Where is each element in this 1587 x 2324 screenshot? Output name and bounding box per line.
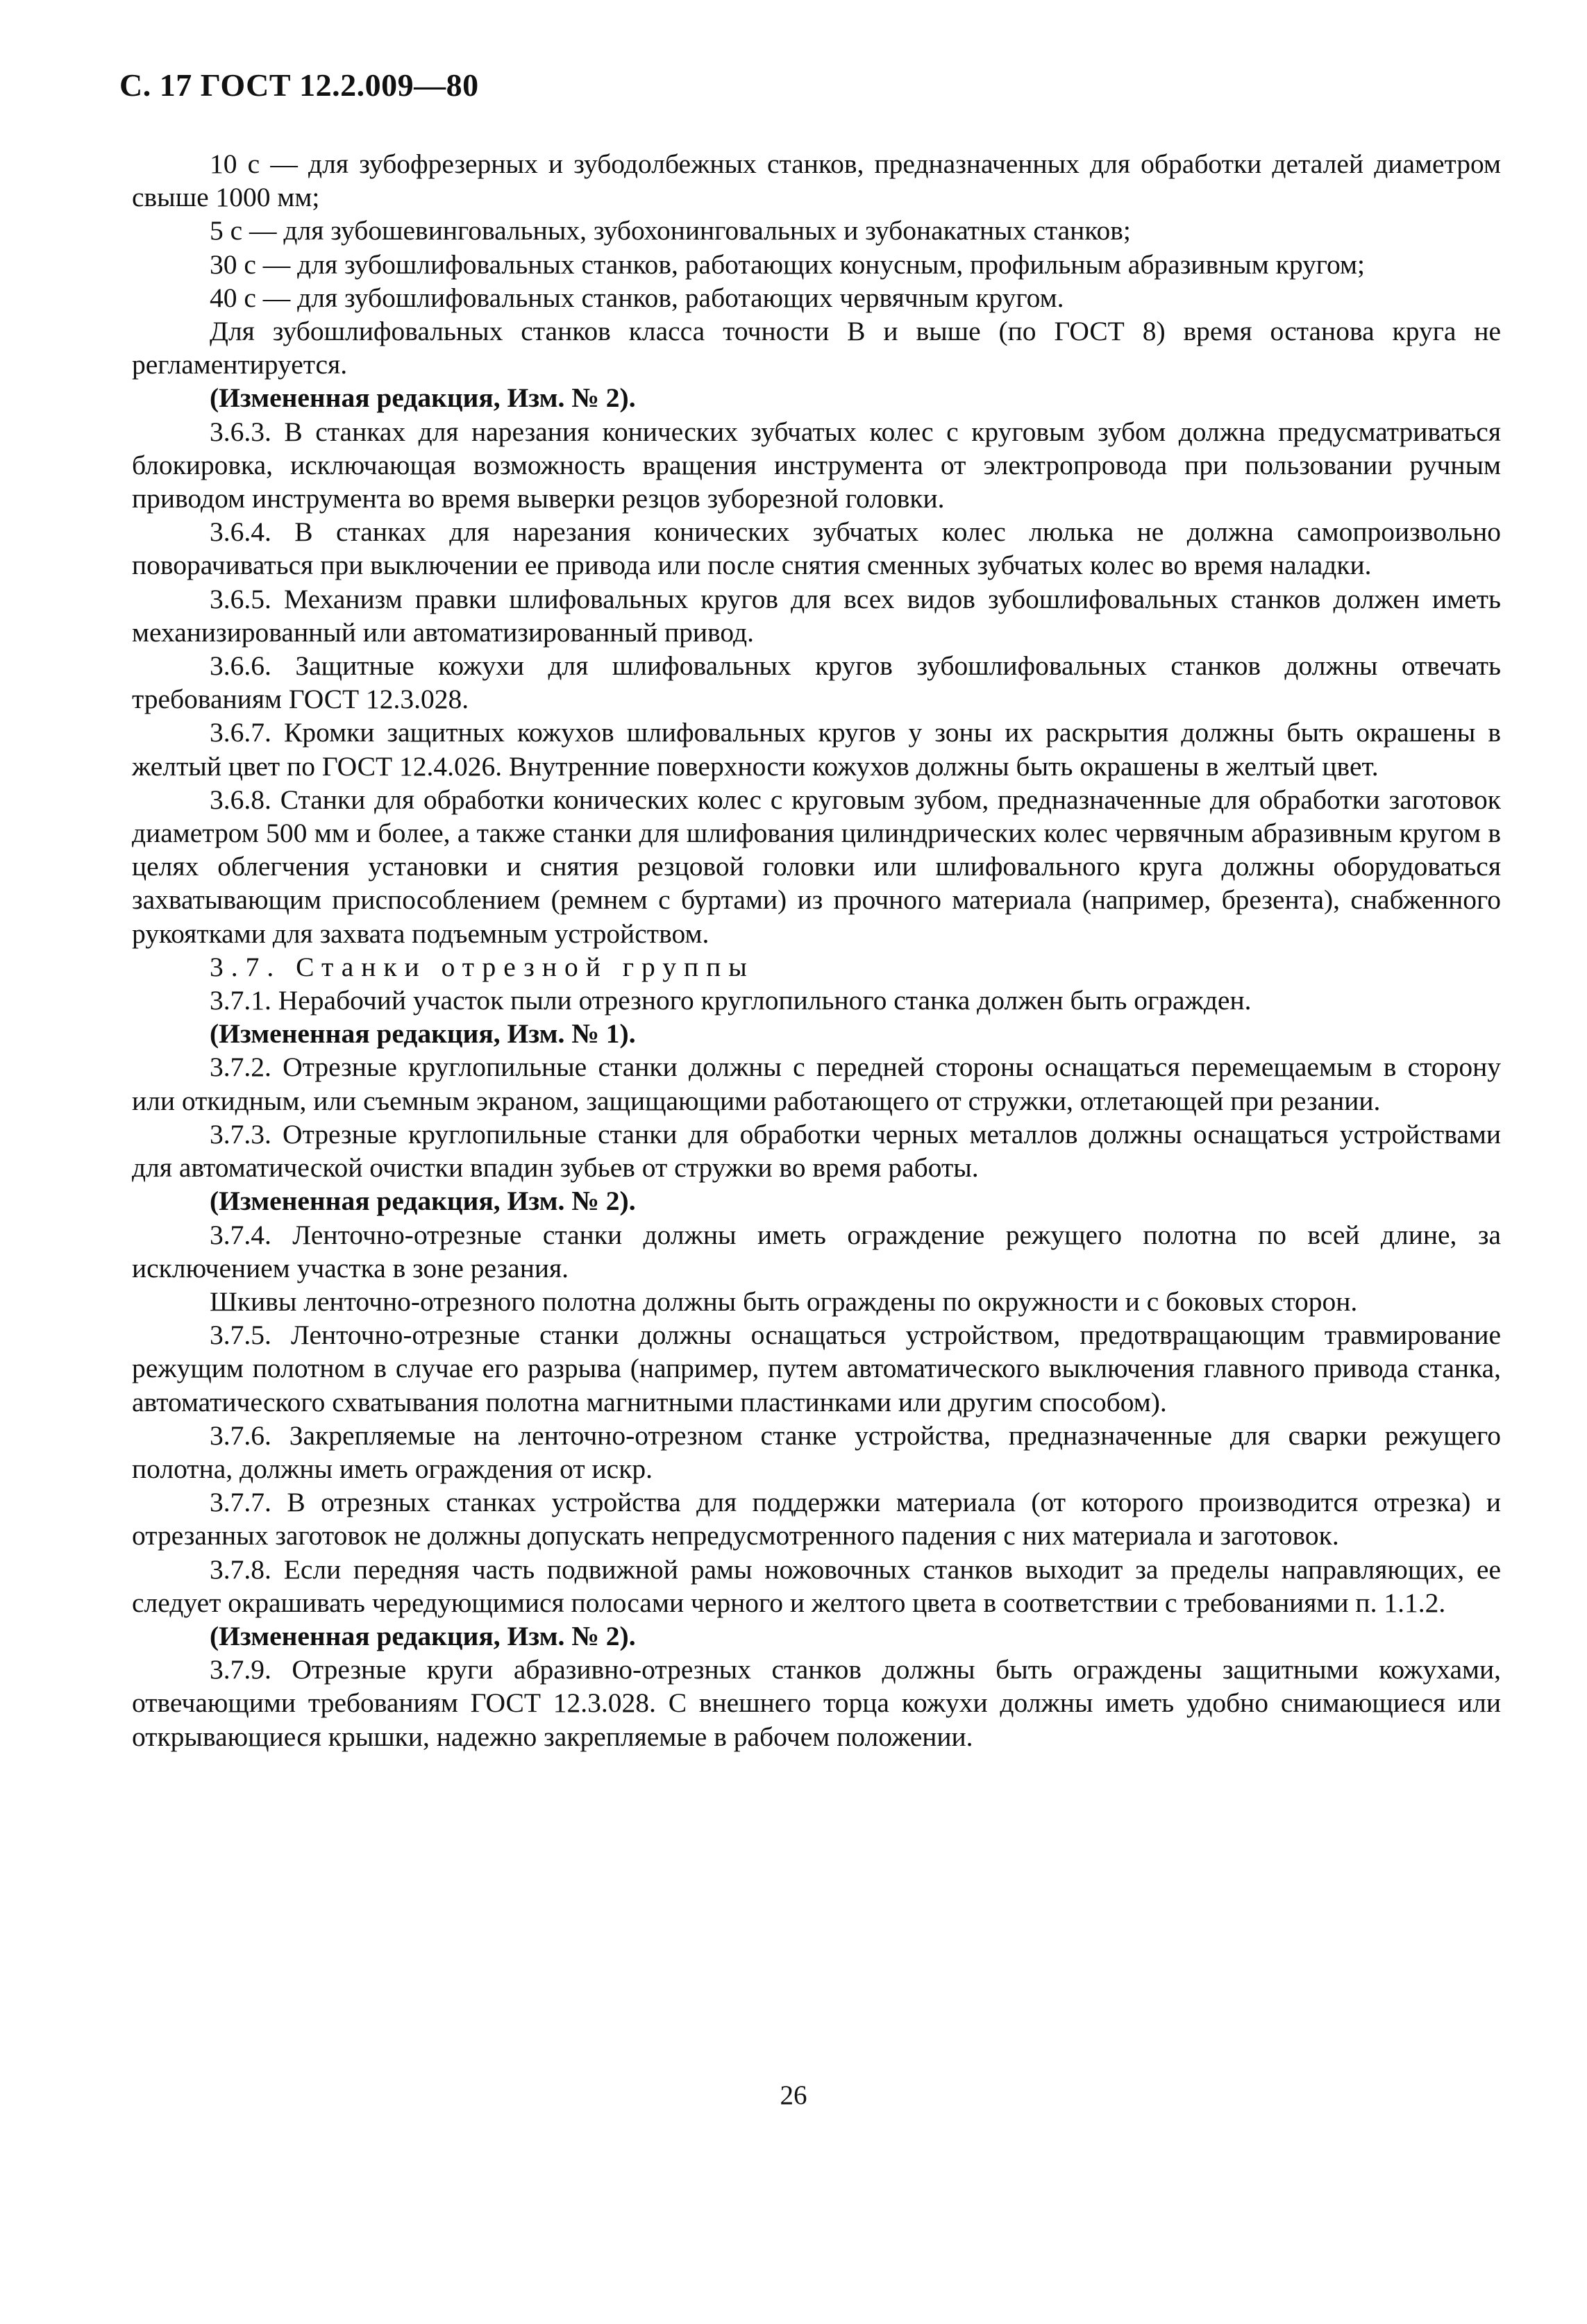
clause-3-6-4: 3.6.4. В станках для нарезания конических зубчатых колес люлька не должна самопроизвольно поворачиваться при выключении ее привода или после снятия сменных зубчатых колес во время наладки. [132,516,1501,581]
clause-3-7-8: 3.7.8. Если передняя часть подвижной рамы ножовочных станков выходит за пределы направляющих, ее следует окрашивать чередующимися полосами черного и желтого цвета в соответствии с требованиями п. 1.1.2. [132,1553,1501,1618]
paragraph: Для зубошлифовальных станков класса точности В и выше (по ГОСТ 8) время останова круга не регламентируется. [132,316,1501,380]
page-header: С. 17 ГОСТ 12.2.009—80 [119,67,479,103]
paragraph: 40 с — для зубошлифовальных станков, работающих червячным кругом. [210,282,1064,313]
paragraph: 10 с — для зубофрезерных и зубодолбежных станков, предназначенных для обработки деталей диаметром свыше 1000 мм; [132,149,1501,213]
clause-3-7-2: 3.7.2. Отрезные круглопильные станки должны с передней стороны оснащаться перемещаемым в сторону или откидным, или съемным экраном, защищающими работающего от стружки, отлетающей при резании. [132,1052,1501,1116]
clause-3-7-4: 3.7.4. Ленточно-отрезные станки должны иметь ограждение режущего полотна по всей длине, за исключением участка в зоне резания. [132,1219,1501,1283]
page-number: 26 [780,2080,807,2110]
section-heading-3-7: 3.7. Станки отрезной группы [210,951,755,982]
clause-3-7-3: 3.7.3. Отрезные круглопильные станки для обработки черных металлов должны оснащаться устройствами для автоматической очистки впадин зубьев от стружки во время работы. [132,1118,1501,1184]
clause-3-6-5: 3.6.5. Механизм правки шлифовальных кругов для всех видов зубошлифовальных станков должен иметь механизированный или автоматизированный привод. [132,583,1501,648]
clause-3-7-7: 3.7.7. В отрезных станках устройства для поддержки материала (от которого производится отрезка) и отрезанных заготовок не должны допускать непредусмотренного падения с них материала и заготовок. [132,1487,1501,1551]
amendment-note: (Измененная редакция, Изм. № 2). [210,1620,636,1651]
amendment-note: (Измененная редакция, Изм. № 2). [210,1186,636,1217]
clause-3-7-5: 3.7.5. Ленточно-отрезные станки должны оснащаться устройством, предотвращающим травмирование режущим полотном в случае его разрыва (например, путем автоматического выключения главного привода станка, автоматического схватывания полотна магнитными пластинками или другим способом). [132,1320,1501,1417]
document-body [132,147,1501,1753]
amendment-note: (Измененная редакция, Изм. № 2). [210,382,636,414]
clause-3-6-6: 3.6.6. Защитные кожухи для шлифовальных кругов зубошлифовальных станков должны отвечать требованиям ГОСТ 12.3.028. [132,650,1501,715]
paragraph: Шкивы ленточно-отрезного полотна должны быть ограждены по окружности и с боковых сторон. [210,1286,1358,1317]
clause-3-7-6: 3.7.6. Закрепляемые на ленточно-отрезном станке устройства, предназначенные для сварки режущего полотна, должны иметь ограждения от искр. [132,1420,1501,1484]
paragraph: 5 с — для зубошевинговальных, зубохонинговальных и зубонакатных станков; [210,215,1131,246]
paragraph: 30 с — для зубошлифовальных станков, работающих конусным, профильным абразивным кругом; [210,249,1365,280]
clause-3-6-7: 3.6.7. Кромки защитных кожухов шлифовальных кругов у зоны их раскрытия должны быть окрашены в желтый цвет по ГОСТ 12.4.026. Внутренние поверхности кожухов должны быть окрашены в желтый цвет. [132,717,1501,782]
amendment-note: (Измененная редакция, Изм. № 1). [210,1018,636,1050]
clause-3-6-3: 3.6.3. В станках для нарезания конических зубчатых колес с круговым зубом должна предусматриваться блокировка, исключающая возможность вращения инструмента от электропровода при пользовании ручным приводом инструмента во время выверки резцов зуборезной головки. [132,416,1501,514]
clause-3-7-9: 3.7.9. Отрезные круги абразивно-отрезных станков должны быть ограждены защитными кожухами, отвечающими требованиям ГОСТ 12.3.028. С внешнего торца кожухи должны иметь удобно снимающиеся или открывающиеся крышки, надежно закрепляемые в рабочем положении. [132,1654,1501,1752]
clause-3-6-8: 3.6.8. Станки для обработки конических колес с круговым зубом, предназначенные для обработки заготовок диаметром 500 мм и более, а также станки для шлифования цилиндрических колес червячным абразивным кругом в целях облегчения установки и снятия резцовой головки или шлифовального круга должны оборудоваться захватывающим приспособлением (ремнем с буртами) из прочного материала (например, брезента), снабженного рукоятками для захвата подъемным устройством. [132,784,1501,949]
clause-3-7-1: 3.7.1. Нерабочий участок пыли отрезного круглопильного станка должен быть огражден. [210,985,1252,1016]
